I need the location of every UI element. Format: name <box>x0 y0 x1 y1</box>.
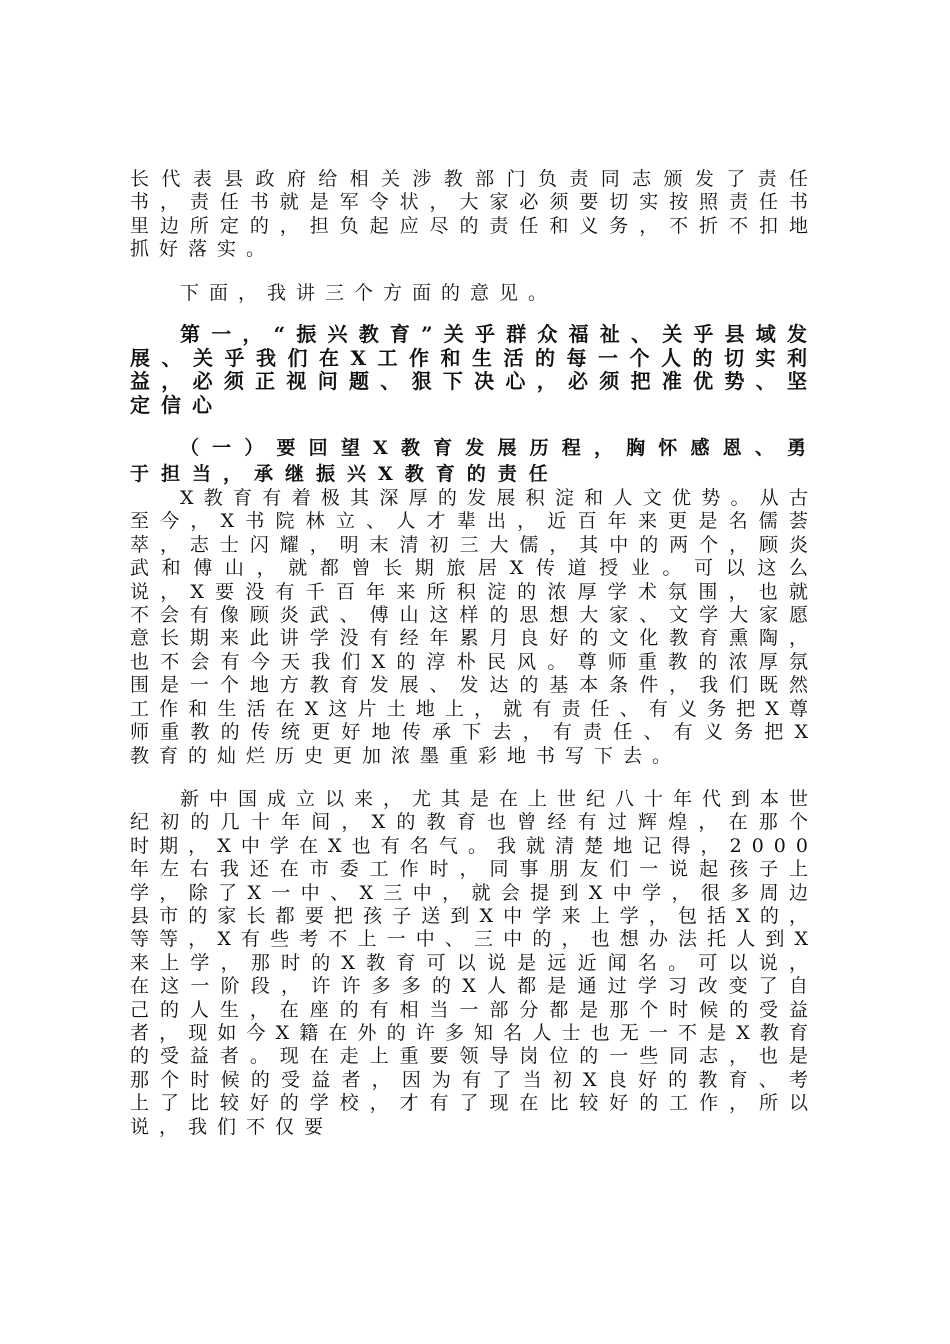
paragraph-intro: 下面，我讲三个方面的意见。 <box>180 281 558 304</box>
section-heading: 第一，“振兴教育”关乎群众福祉、关乎县域发展、关乎我们在X工作和生活的每一个人的切实利益，必须正视问题、狠下决心，必须把准优势、坚定信心 <box>130 322 818 417</box>
paragraph-responsibility: 长代表县政府给相关涉教部门负责同志颁发了责任书，责任书就是军令状，大家必须要切实按照责任书里边所定的，担负起应尽的责任和义务，不折不扣地抓好落实。 <box>130 168 818 261</box>
document-body <box>130 168 818 1139</box>
paragraph-new-china: 新中国成立以来，尤其是在上世纪八十年代到本世纪初的几十年间，X的教育也曾经有过辉煌，在那个时期，X中学在X也有名气。我就清楚地记得，2000年左右我还在市委工作时，同事朋友们一说起孩子上学，除了X一中、X三中，就会提到X中学，很多周边县市的家长都要把孩子送到X中学来上学，包括X的，等等，X有些考不上一中、三中的，也想办法托人到X来上学，那时的X教育可以说是远近闻名。可以说，在这一阶段，许许多多的X人都是通过学习改变了自己的人生，在座的有相当一部分都是那个时候的受益者，现如今X籍在外的许多知名人士也无一不是X教育的受益者。现在走上重要领导岗位的一些同志，也是那个时候的受益者，因为有了当初X良好的教育、考上了比较好的学校，才有了现在比较好的工作，所以说，我们不仅要 <box>130 787 819 1138</box>
subsection-heading: （一）要回望X教育发展历程，胸怀感恩、勇于担当，承继振兴X教育的责任 <box>130 437 818 486</box>
paragraph-history: X教育有着极其深厚的发展积淀和人文优势。从古至今，X书院林立、人才辈出，近百年来更是名儒荟萃，志士闪耀，明末清初三大儒，其中的两个，顾炎武和傅山，就都曾长期旅居X传道授业。可以这么说，X要没有千百年来所积淀的浓厚学术氛围，也就不会有像顾炎武、傅山这样的思想大家、文学大家愿意长期来此讲学没有经年累月良好的文化教育熏陶，也不会有今天我们X的淳朴民风。尊师重教的浓厚氛围是一个地方教育发展、发达的基本条件，我们既然工作和生活在X这片土地上，就有责任、有义务把X尊师重教的传统更好地传承下去，有责任、有义务把X教育的灿烂历史更加浓墨重彩地书写下去。 <box>130 487 818 767</box>
